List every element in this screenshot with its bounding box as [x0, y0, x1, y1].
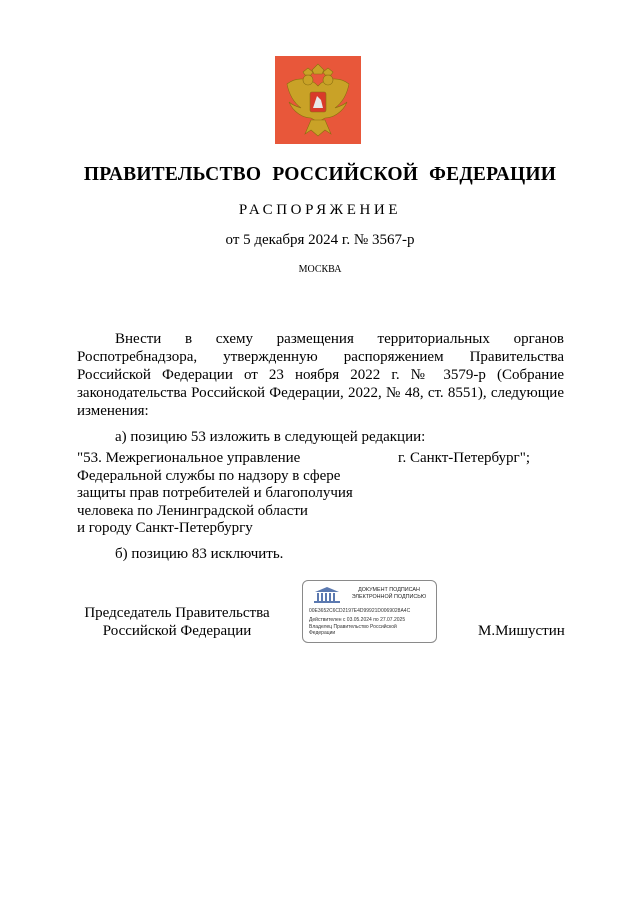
government-building-icon	[312, 586, 342, 604]
quote-line: человека по Ленинградской области	[77, 502, 308, 519]
item-a: а) позицию 53 изложить в следующей редакции:	[115, 429, 426, 445]
stamp-heading: ДОКУМЕНТ ПОДПИСАН ЭЛЕКТРОННОЙ ПОДПИСЬЮ	[351, 587, 427, 600]
quote-line: защиты прав потребителей и благополучия	[77, 485, 353, 501]
document-type: РАСПОРЯЖЕНИЕ	[238, 202, 402, 218]
government-title: ПРАВИТЕЛЬСТВО РОССИЙСКОЙ ФЕДЕРАЦИИ	[83, 164, 557, 185]
quote-line: Федеральной службы по надзору в сфере	[77, 467, 341, 484]
stamp-owner: Владелец Правительство Российской Федерации	[309, 624, 397, 636]
quoted-position-city: г. Санкт-Петербург";	[398, 450, 530, 466]
document-city: МОСКВА	[298, 264, 342, 275]
intro-paragraph: Внести в схему размещения территориальных органов Роспотребнадзора, утвержденную распоряжением Правительства Российской Федерации от 23 ноября 2022 г. № 3579-р (Собрание законодательства Российской Федерации, 2022, № 48, ст. 8551), следующие изменения:	[77, 331, 564, 419]
coat-of-arms-emblem	[275, 56, 361, 144]
russian-coat-of-arms-icon	[275, 56, 361, 144]
signer-title	[77, 604, 277, 640]
signer-title-line: Российской Федерации	[102, 623, 252, 639]
quoted-position-text	[77, 450, 377, 538]
electronic-signature-stamp	[302, 580, 437, 643]
stamp-validity: Действителен с 03.05.2024 по 27.07.2025	[309, 617, 406, 623]
quote-line: и городу Санкт-Петербургу	[77, 520, 253, 536]
signer-title-line: Председатель Правительства	[84, 605, 270, 621]
signer-name: М.Мишустин	[478, 623, 565, 639]
stamp-serial: 00E3652C6CD2197E4D99921D0069028A4C	[309, 608, 411, 614]
quote-line: "53. Межрегиональное управление	[77, 450, 301, 466]
item-b: б) позицию 83 исключить.	[115, 546, 284, 562]
document-date-number: от 5 декабря 2024 г. № 3567-р	[225, 232, 415, 248]
